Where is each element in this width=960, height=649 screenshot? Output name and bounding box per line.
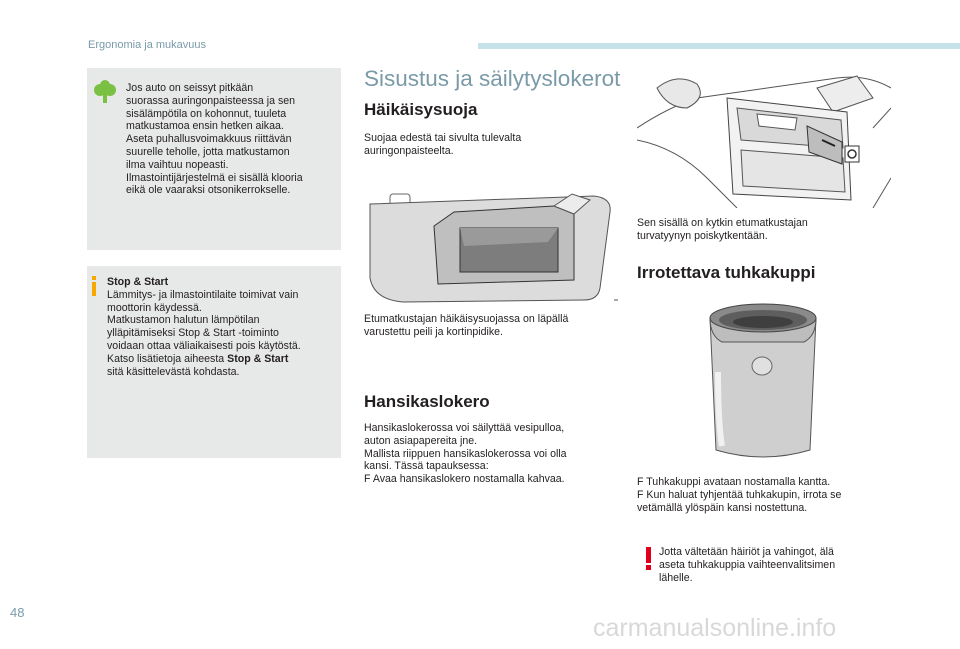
warning-icon [646,547,651,571]
ashtray-warning: Jotta vältetään häiriöt ja vahingot, älä aseta tuhkakuppia vaihteenvalitsimen lähelle. [659,546,836,584]
ashtray-heading: Irrotettava tuhkakuppi [637,263,816,282]
page-number: 48 [10,605,25,620]
running-header: Ergonomia ja mukavuus [88,39,207,51]
glovebox-illustration [637,68,891,208]
section-title: Sisustus ja säilytyslokerot [364,66,621,91]
ashtray-steps: F Tuhkakuppi avataan nostamalla kantta. F Kun haluat tyhjentää tuhkakupin, irrota se vetämällä ylöspäin kansi nostettuna. [637,476,842,514]
airbag-switch-text: Sen sisällä on kytkin etumatkustajan turvatyynyn poiskytkentään. [637,217,808,242]
sun-visor-intro: Suojaa edestä tai sivulta tulevalta auringonpaisteelta. [364,132,522,157]
eco-tip-text: Jos auto on seissyt pitkään suorassa auringonpaisteessa ja sen sisälämpötila on kohonnut, tuuleta matkustamoa ensin hetken aikaa. Aseta puhallusvoimakkuus riittävän suurelle teholle, jotta matkustamon ilma vaihtuu nopeasti. Ilmastointijärjestelmä ei sisällä klooria eikä ole vaaraksi otsonikerrokselle. [126,82,303,197]
stopstart-info [107,276,339,378]
watermark: carmanualsonline.info [593,614,837,642]
sun-visor-illustration [364,188,618,306]
sun-visor-heading: Häikäisysuoja [364,100,478,119]
glovebox-text: Hansikaslokerossa voi säilyttää vesipulloa, auton asiapapereita jne. Mallista riippuen hansikaslokerossa voi olla kansi. Tässä tapauksessa: F Avaa hansikaslokero nostamalla kahvaa. [364,422,567,486]
sun-visor-caption: Etumatkustajan häikäisysuojassa on läpällä varustettu peili ja kortinpidike. [364,313,569,338]
glovebox-heading: Hansikaslokero [364,392,490,411]
header-rule [478,43,960,49]
leaf-tree-icon [93,80,117,104]
stopstart-title: Stop & Start [107,276,169,288]
stopstart-text-end: sitä käsittelevästä kohdasta. [107,365,240,378]
stopstart-reference: Stop & Start [227,352,289,365]
info-icon [92,276,96,296]
stopstart-text: Lämmitys- ja ilmastointilaite toimivat vain moottorin käydessä. Matkustamon halutun lämpötilan ylläpitämiseksi Stop & Start -toiminto voidaan ottaa väliaikaisesti pois käytöstä. Katso lisätietoja aiheesta [107,288,301,365]
ashtray-illustration [700,302,826,464]
